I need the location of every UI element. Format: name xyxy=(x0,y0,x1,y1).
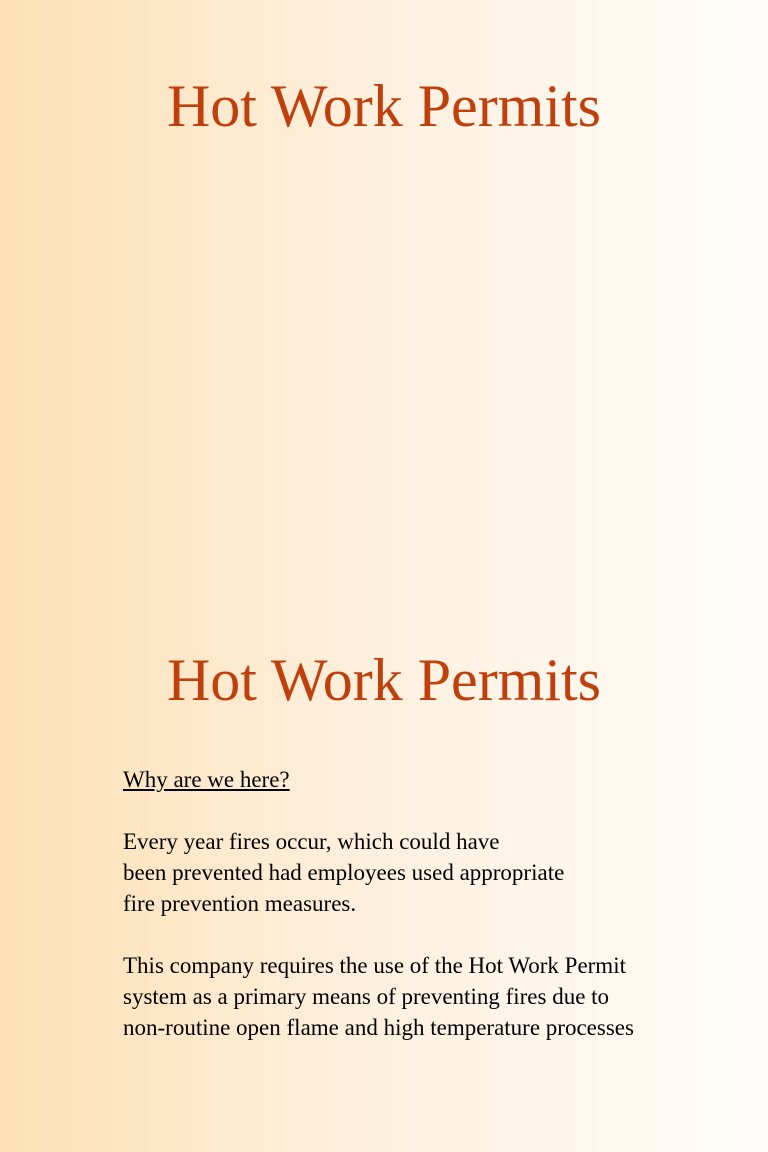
paragraph-2-line: non-routine open flame and high temperature processes xyxy=(123,1015,634,1040)
paragraph-1-line: been prevented had employees used appropriate xyxy=(123,860,565,885)
spacer xyxy=(123,795,763,826)
paragraph-1 xyxy=(123,826,763,919)
section-heading: Why are we here? xyxy=(123,767,290,792)
slide-2-body xyxy=(123,764,763,1043)
slide-2-title: Hot Work Permits xyxy=(166,647,602,713)
paragraph-1-line: Every year fires occur, which could have xyxy=(123,829,500,854)
paragraph-2-line: system as a primary means of preventing fires due to xyxy=(123,984,610,1009)
paragraph-1-line: fire prevention measures. xyxy=(123,891,357,916)
paragraph-2 xyxy=(123,950,763,1043)
slide-2 xyxy=(0,576,768,1152)
slide-1-title: Hot Work Permits xyxy=(166,73,602,139)
paragraph-2-line: This company requires the use of the Hot Work Permit xyxy=(123,953,626,978)
spacer xyxy=(123,919,763,950)
